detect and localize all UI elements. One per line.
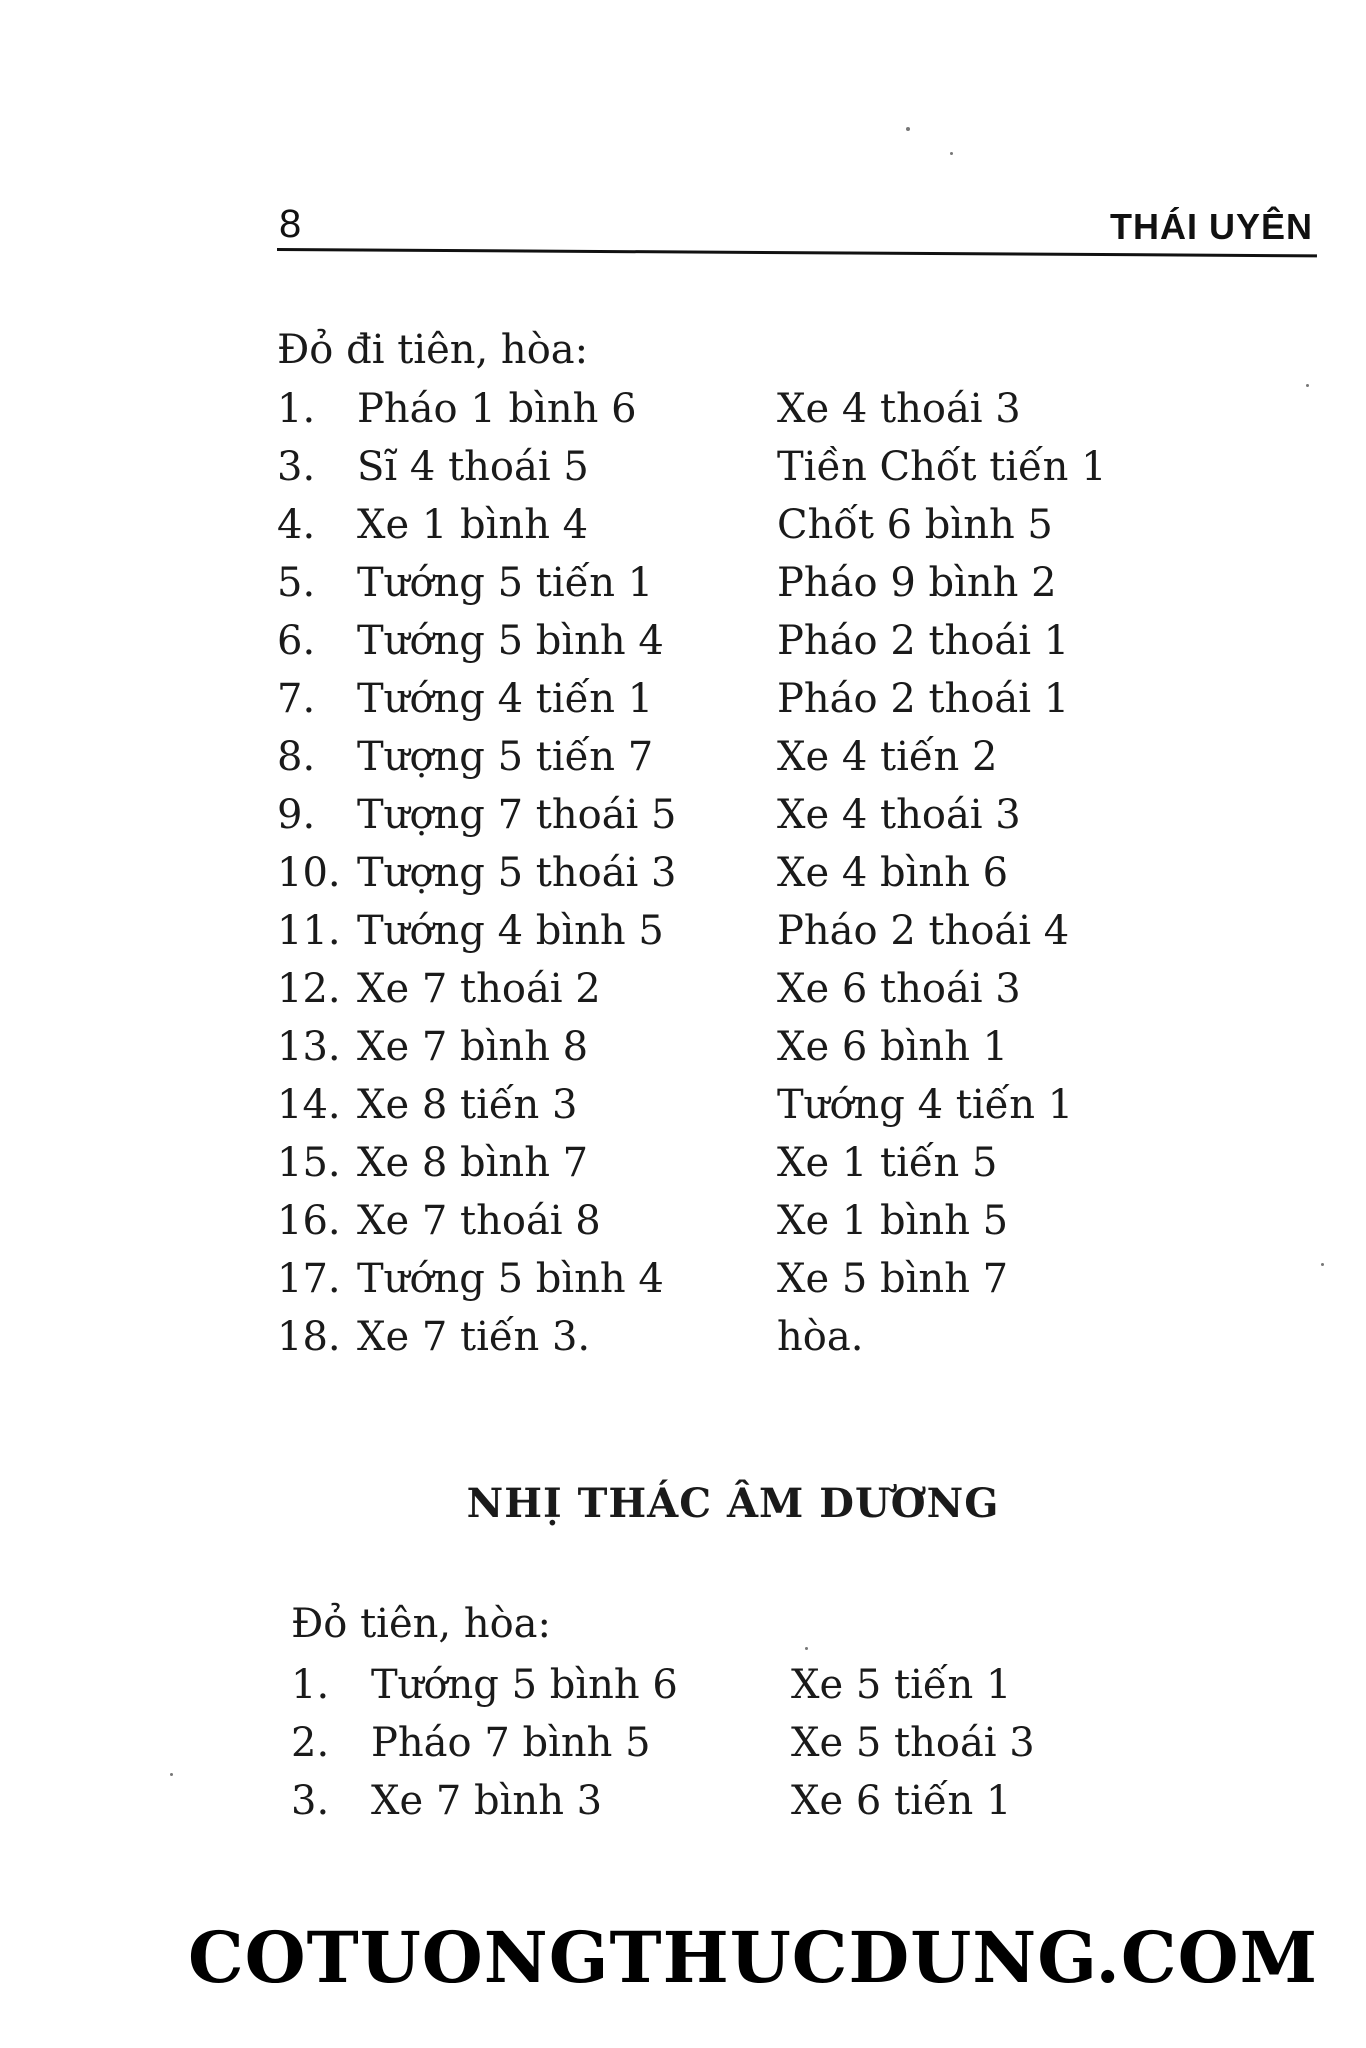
move-row [277, 844, 1177, 902]
red-move: Pháo 1 bình 6 [357, 386, 637, 432]
move-row [277, 1250, 1177, 1308]
move-number: 15. [277, 1140, 341, 1186]
red-move: Tướng 4 tiến 1 [357, 676, 654, 722]
page-number: 8 [279, 202, 302, 246]
black-move: Tướng 4 tiến 1 [777, 1082, 1074, 1128]
move-number: 10. [277, 850, 341, 896]
move-number: 11. [277, 908, 341, 954]
game-record-1 [277, 326, 1177, 1366]
move-number: 14. [277, 1082, 341, 1128]
black-move: Pháo 2 thoái 1 [777, 676, 1070, 722]
move-row [291, 1714, 1191, 1772]
black-move: Pháo 2 thoái 1 [777, 618, 1070, 664]
black-move: Xe 5 thoái 3 [791, 1720, 1035, 1766]
black-move: hòa. [777, 1314, 864, 1360]
move-row [277, 902, 1177, 960]
red-move: Sĩ 4 thoái 5 [357, 444, 589, 490]
scan-speck [170, 1773, 173, 1776]
black-move: Pháo 2 thoái 4 [777, 908, 1070, 954]
move-row [277, 670, 1177, 728]
move-row [277, 438, 1177, 496]
section-title: NHỊ THÁC ÂM DƯƠNG [466, 1480, 1000, 1527]
move-number: 12. [277, 966, 341, 1012]
move-number: 8. [277, 734, 316, 780]
black-move: Xe 4 thoái 3 [777, 792, 1021, 838]
move-row [277, 960, 1177, 1018]
move-row [291, 1772, 1191, 1830]
black-move: Xe 6 thoái 3 [777, 966, 1021, 1012]
move-number: 6. [277, 618, 316, 664]
black-move: Xe 6 tiến 1 [791, 1778, 1012, 1824]
page-header [277, 196, 1317, 256]
move-row [277, 1018, 1177, 1076]
black-move: Chốt 6 bình 5 [777, 502, 1053, 548]
move-number: 16. [277, 1198, 341, 1244]
scan-speck [1321, 1263, 1324, 1266]
move-number: 7. [277, 676, 316, 722]
red-move: Xe 7 tiến 3. [357, 1314, 591, 1360]
move-row [277, 1308, 1177, 1366]
move-row [291, 1656, 1191, 1714]
red-move: Tượng 5 thoái 3 [357, 850, 677, 896]
game-intro: Đỏ tiên, hòa: [291, 1601, 551, 1647]
red-move: Xe 1 bình 4 [357, 502, 589, 548]
move-row [277, 554, 1177, 612]
move-list [291, 1656, 1191, 1830]
black-move: Tiền Chốt tiến 1 [777, 444, 1107, 490]
move-number: 18. [277, 1314, 341, 1360]
red-move: Tướng 5 bình 6 [371, 1662, 678, 1708]
move-number: 1. [277, 386, 316, 432]
black-move: Xe 6 bình 1 [777, 1024, 1009, 1070]
move-number: 13. [277, 1024, 341, 1070]
move-row [277, 1192, 1177, 1250]
move-number: 9. [277, 792, 316, 838]
move-row [277, 496, 1177, 554]
red-move: Tướng 5 tiến 1 [357, 560, 654, 606]
move-number: 5. [277, 560, 316, 606]
red-move: Xe 7 bình 3 [371, 1778, 603, 1824]
black-move: Xe 5 tiến 1 [791, 1662, 1012, 1708]
red-move: Pháo 7 bình 5 [371, 1720, 651, 1766]
black-move: Xe 5 bình 7 [777, 1256, 1009, 1302]
black-move: Xe 1 bình 5 [777, 1198, 1009, 1244]
scan-speck [1306, 384, 1309, 387]
move-row [277, 786, 1177, 844]
red-move: Tượng 7 thoái 5 [357, 792, 677, 838]
site-watermark: COTUONGTHUCDUNG.COM [187, 1916, 1319, 1999]
move-row [277, 728, 1177, 786]
red-move: Xe 7 bình 8 [357, 1024, 589, 1070]
black-move: Pháo 9 bình 2 [777, 560, 1057, 606]
black-move: Xe 1 tiến 5 [777, 1140, 998, 1186]
red-move: Tướng 4 bình 5 [357, 908, 664, 954]
red-move: Tướng 5 bình 4 [357, 618, 664, 664]
move-number: 1. [291, 1662, 330, 1708]
move-number: 2. [291, 1720, 330, 1766]
scan-speck [805, 1647, 808, 1650]
red-move: Xe 7 thoái 8 [357, 1198, 601, 1244]
move-row [277, 1134, 1177, 1192]
header-rule [277, 248, 1317, 257]
move-row [277, 1076, 1177, 1134]
red-move: Tượng 5 tiến 7 [357, 734, 654, 780]
red-move: Tướng 5 bình 4 [357, 1256, 664, 1302]
move-number: 4. [277, 502, 316, 548]
move-row [277, 380, 1177, 438]
game-intro: Đỏ đi tiên, hòa: [277, 327, 589, 373]
scan-speck [950, 152, 953, 155]
black-move: Xe 4 thoái 3 [777, 386, 1021, 432]
red-move: Xe 8 bình 7 [357, 1140, 589, 1186]
move-number: 17. [277, 1256, 341, 1302]
move-list [277, 380, 1177, 1366]
move-number: 3. [277, 444, 316, 490]
black-move: Xe 4 bình 6 [777, 850, 1009, 896]
red-move: Xe 8 tiến 3 [357, 1082, 578, 1128]
running-head: THÁI UYÊN [1109, 206, 1313, 247]
move-number: 3. [291, 1778, 330, 1824]
black-move: Xe 4 tiến 2 [777, 734, 998, 780]
game-record-2 [291, 1600, 1191, 1830]
move-row [277, 612, 1177, 670]
scan-speck [906, 127, 910, 131]
red-move: Xe 7 thoái 2 [357, 966, 601, 1012]
